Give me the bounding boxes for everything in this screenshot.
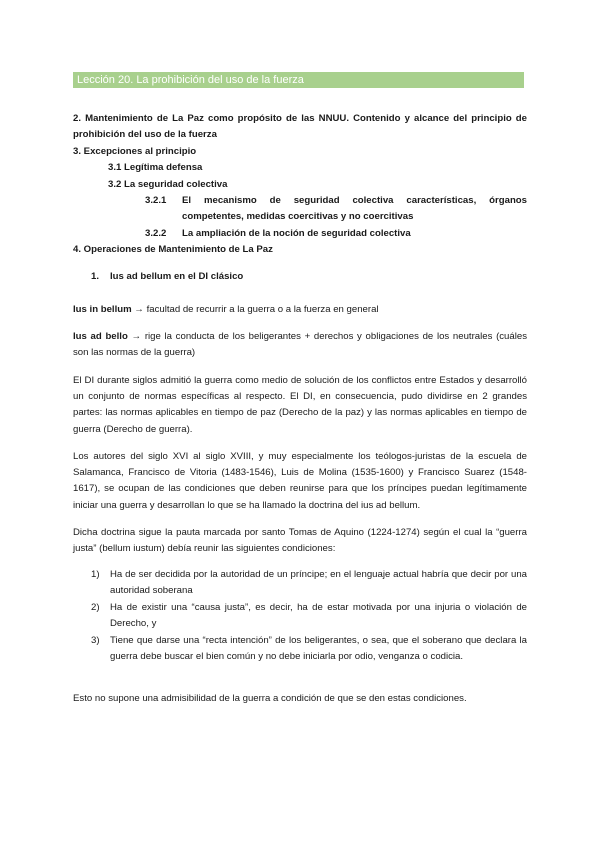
definition-text-ius-ad-bello: → rige la conducta de los beligerantes + derechos y obligaciones de los neutrales (cuáles son las normas de la guerra)	[73, 331, 527, 359]
outline-item-3-2-2-number: 3.2.2	[145, 228, 167, 239]
definition-ius-in-bellum	[73, 302, 527, 318]
condition-3-text: Tiene que darse una “recta intención” de los beligerantes, o sea, que el soberano que declara la guerra debe buscar el bien común y no debe iniciarla por odio, venganza o codicia.	[110, 635, 527, 663]
outline-item-2: 2. Mantenimiento de La Paz como propósito de las NNUU. Contenido y alcance del principio de prohibición del uso de la fuerza	[73, 113, 527, 141]
lesson-title: Lección 20. La prohibición del uso de la fuerza	[73, 72, 524, 88]
condition-2-text: Ha de existir una “causa justa”, es decir, ha de estar motivada por una injuria o violación de Derecho, y	[110, 602, 527, 630]
section-1-number: 1.	[91, 271, 100, 282]
condition-1-text: Ha de ser decidida por la autoridad de un príncipe; en el lenguaje actual habría que decir por una autoridad soberana	[110, 569, 527, 597]
outline-item-3: 3. Excepciones al principio	[73, 146, 197, 157]
outline-item-3-1: 3.1 Legítima defensa	[108, 162, 203, 173]
outline-item-3-2-2-text: La ampliación de la noción de seguridad colectiva	[182, 228, 411, 239]
outline-item-3-2: 3.2 La seguridad colectiva	[108, 179, 228, 190]
outline-item-3-2-1-text: El mecanismo de seguridad colectiva características, órganos competentes, medidas coercitivas y no coercitivas	[182, 195, 527, 223]
condition-1-number: 1)	[91, 569, 100, 580]
term-ius-in-bellum: Ius in bellum	[73, 304, 132, 315]
section-1-title: Ius ad bellum en el DI clásico	[110, 271, 244, 282]
paragraph-escuela-de-salamanca: Los autores del siglo XVI al siglo XVIII, y muy especialmente los teólogos-juristas de la escuela de Salamanca, Francisco de Vitoria (1483-1546), Luis de Molina (1535-1600) y Francisco Suarez (1548-1617), se ocupan de las condiciones que deben reunirse para que los príncipes puedan legítimamente iniciar una guerra y desarrollan lo que se ha llamado la doctrina del ius ad bellum.	[73, 451, 527, 511]
paragraph-admisibilidad: Esto no supone una admisibilidad de la guerra a condición de que se den estas condiciones.	[73, 693, 467, 704]
definition-text-ius-in-bellum: → facultad de recurrir a la guerra o a la fuerza en general	[131, 304, 379, 315]
condition-3-number: 3)	[91, 635, 100, 646]
term-ius-ad-bello: Ius ad bello	[73, 331, 128, 342]
outline-item-4: 4. Operaciones de Mantenimiento de La Paz	[73, 244, 273, 255]
outline-item-3-2-1-number: 3.2.1	[145, 195, 167, 206]
paragraph-guerra-justa: Dicha doctrina sigue la pauta marcada por santo Tomas de Aquino (1224-1274) según el cual la “guerra justa” (bellum iustum) debía reunir las siguientes condiciones:	[73, 527, 527, 555]
condition-2-number: 2)	[91, 602, 100, 613]
paragraph-derecho-de-guerra: El DI durante siglos admitió la guerra como medio de solución de los conflictos entre Estados y desarrolló un conjunto de normas específicas al respecto. El DI, en consecuencia, pudo dividirse en 2 grandes partes: las normas aplicables en tiempo de paz (Derecho de la paz) y las normas aplicables en tiempo de guerra (Derecho de guerra).	[73, 375, 527, 435]
definition-ius-ad-bello	[73, 329, 527, 361]
